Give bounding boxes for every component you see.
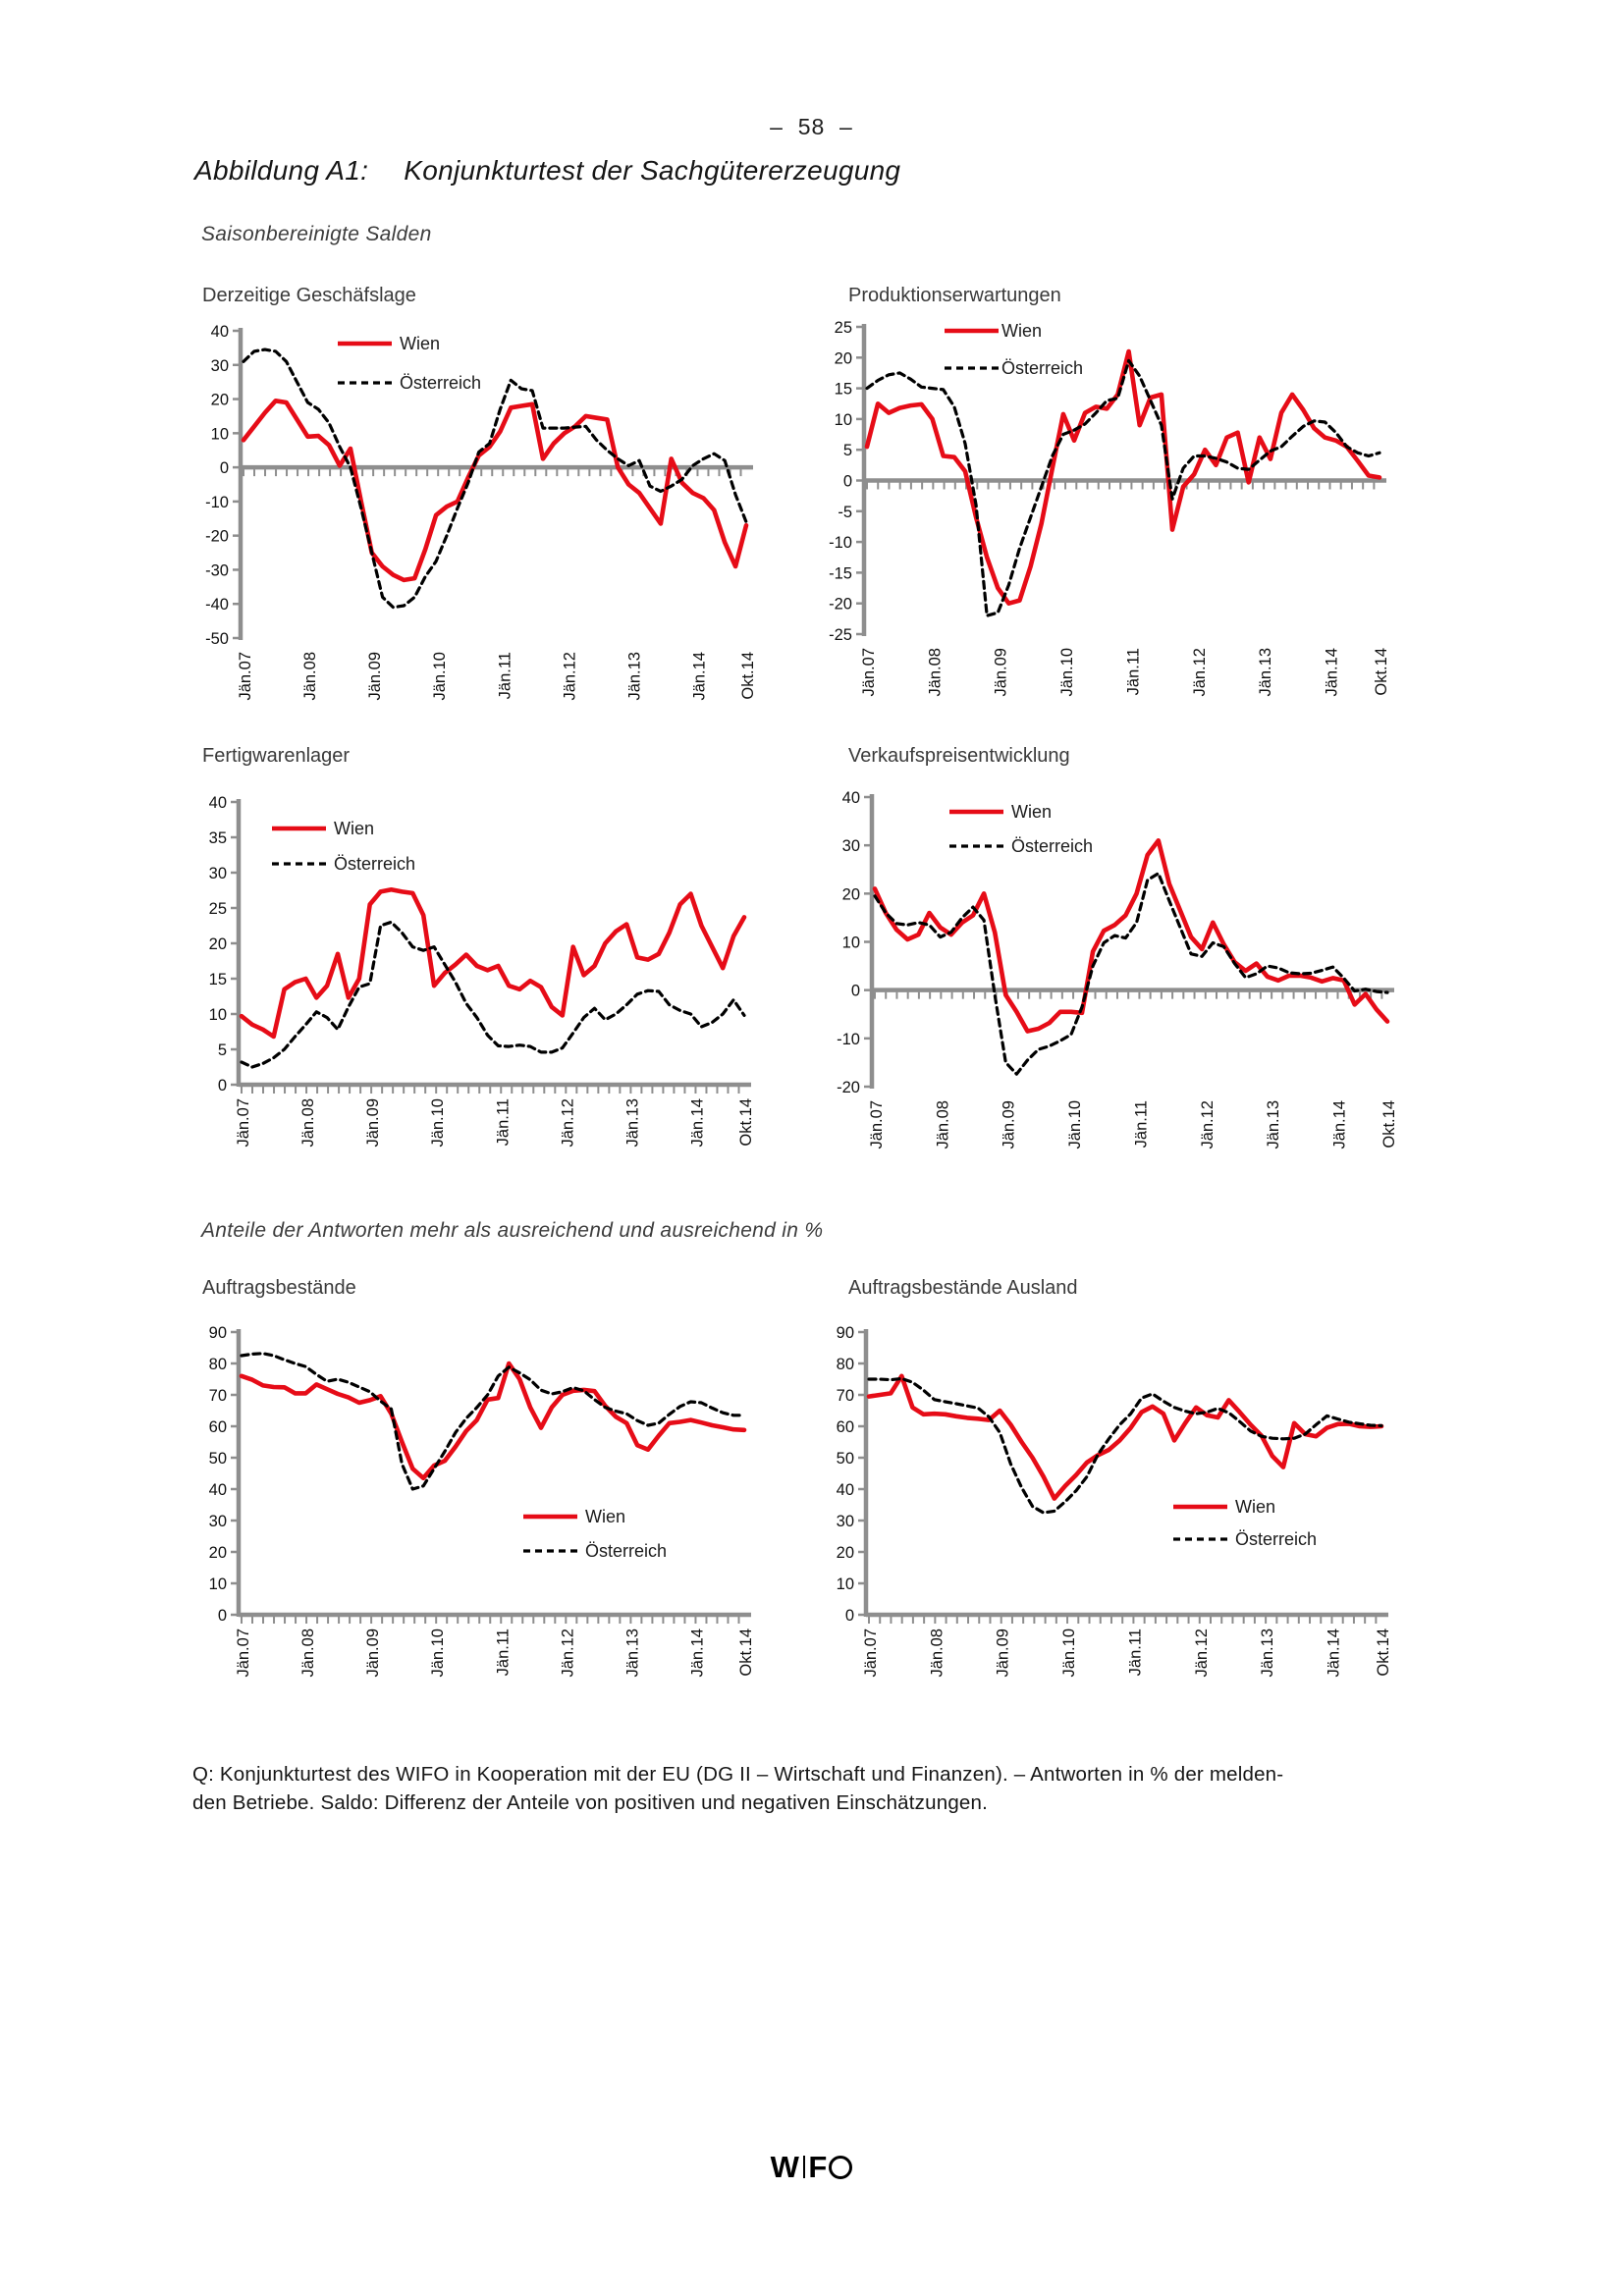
- y-tick-label: 0: [217, 1607, 227, 1625]
- legend: [523, 1507, 667, 1561]
- y-tick-label: -20: [837, 1079, 860, 1096]
- x-tick-label: Jän.13: [1259, 1629, 1277, 1678]
- x-tick-label: Jän.09: [992, 648, 1010, 697]
- x-tick-label: Jän.13: [623, 1098, 642, 1148]
- y-tick-label: -10: [205, 493, 229, 511]
- legend: [1173, 1497, 1317, 1549]
- x-tick-label: Jän.11: [1124, 648, 1143, 696]
- x-tick-label: Jän.08: [301, 652, 320, 701]
- chart-auftragsbestaende: [191, 1272, 805, 1745]
- y-tick-label: 40: [210, 323, 229, 341]
- y-tick-label: 30: [841, 837, 860, 856]
- x-tick-label: Jän.13: [623, 1629, 642, 1678]
- y-tick-label: -10: [837, 1030, 860, 1048]
- y-tick-label: 80: [836, 1356, 854, 1373]
- y-tick-label: 10: [210, 425, 229, 444]
- x-tick-label: Jän.11: [494, 1629, 513, 1677]
- y-tick-label: 10: [834, 410, 852, 429]
- x-tick-label: Jän.09: [364, 1098, 383, 1148]
- x-tick-label: Jän.08: [299, 1629, 318, 1678]
- x-tick-label: Jän.14: [1323, 648, 1341, 697]
- y-tick-label: 50: [836, 1450, 854, 1468]
- x-tick-label: Jän.11: [1126, 1629, 1145, 1677]
- chart-title: Fertigwarenlager: [202, 745, 351, 767]
- x-tick-label: Jän.11: [1132, 1100, 1151, 1148]
- x-tick-label: Okt.14: [737, 1098, 755, 1147]
- y-tick-label: 0: [217, 1077, 227, 1095]
- x-tick-label: Jän.07: [862, 1629, 880, 1678]
- y-tick-label: 70: [836, 1387, 854, 1405]
- legend-label: Österreich: [1011, 836, 1094, 856]
- x-tick-label: Okt.14: [1375, 1629, 1392, 1677]
- x-tick-label: Jän.14: [1325, 1629, 1343, 1678]
- legend: [338, 334, 481, 393]
- x-tick-label: Jän.10: [431, 652, 450, 701]
- y-axis: [209, 794, 239, 1095]
- y-tick-label: 0: [844, 1607, 854, 1625]
- x-tick-label: Jän.11: [496, 652, 514, 700]
- x-tick-label: Okt.14: [1380, 1100, 1398, 1148]
- chart-title: Produktionserwartungen: [848, 285, 1061, 306]
- y-tick-label: 30: [208, 865, 227, 882]
- y-tick-label: 30: [210, 356, 229, 375]
- y-tick-label: -15: [829, 564, 852, 583]
- x-tick-label: Jän.11: [494, 1098, 513, 1147]
- y-tick-label: 40: [208, 794, 227, 812]
- x-tick-label: Jän.10: [429, 1629, 448, 1678]
- chart-title: Auftragsbestände: [202, 1277, 356, 1299]
- x-tick-label: Jän.14: [690, 652, 709, 701]
- x-tick-label: Jän.08: [299, 1098, 318, 1148]
- y-tick-label: -50: [205, 630, 229, 648]
- y-tick-label: 10: [836, 1575, 854, 1593]
- logo-o-circle: [829, 2156, 852, 2179]
- y-tick-label: 90: [208, 1324, 227, 1342]
- x-labels: [235, 1629, 755, 1678]
- x-axis: [239, 1615, 751, 1624]
- x-tick-label: Jän.13: [625, 652, 644, 701]
- y-tick-label: 40: [841, 789, 860, 807]
- figure-label: Abbildung A1:: [194, 155, 369, 186]
- y-tick-label: 10: [841, 934, 860, 952]
- y-axis: [209, 1324, 239, 1625]
- source-note: [192, 1760, 1441, 1817]
- x-tick-label: Jän.09: [994, 1629, 1012, 1678]
- source-note-line2: den Betriebe. Saldo: Differenz der Anteile von positiven und negativen Einschätzungen.: [192, 1791, 989, 1815]
- x-tick-label: Jän.12: [559, 1629, 577, 1678]
- x-tick-label: Jän.09: [364, 1629, 383, 1678]
- chart-verkaufspreisentwicklung: [805, 741, 1427, 1210]
- section-heading-anteile: Anteile der Antworten mehr als ausreichend und ausreichend in %: [201, 1219, 824, 1242]
- y-tick-label: 50: [208, 1450, 227, 1468]
- y-tick-label: 80: [208, 1356, 227, 1373]
- x-tick-label: Jän.09: [1000, 1100, 1018, 1149]
- x-tick-label: Jän.10: [1066, 1100, 1085, 1149]
- x-tick-label: Jän.07: [237, 652, 254, 701]
- legend-label: Österreich: [585, 1541, 668, 1561]
- chart-title: Verkaufspreisentwicklung: [848, 745, 1070, 767]
- x-labels: [237, 652, 757, 701]
- chart-title: Auftragsbestände Ausland: [848, 1277, 1078, 1299]
- legend: [272, 819, 415, 874]
- chart-derzeitige-geschaefslage: [191, 278, 805, 739]
- legend-label: Wien: [585, 1507, 626, 1526]
- x-tick-label: Jän.12: [1192, 1629, 1211, 1678]
- series-oesterreich: [243, 349, 746, 608]
- chart-auftragsbestaende-ausland: [805, 1272, 1427, 1745]
- x-tick-label: Jän.14: [1330, 1100, 1349, 1149]
- x-tick-label: Okt.14: [739, 652, 757, 700]
- logo-letter-w: W: [770, 2150, 799, 2184]
- x-tick-label: Jän.08: [934, 1100, 952, 1149]
- x-axis: [864, 481, 1386, 490]
- logo-i-bar: [803, 2156, 806, 2178]
- y-tick-label: 90: [836, 1324, 854, 1342]
- y-tick-label: 20: [834, 349, 852, 368]
- series-wien: [242, 1363, 744, 1478]
- y-axis: [829, 319, 864, 644]
- y-tick-label: 25: [834, 319, 852, 337]
- y-tick-label: 35: [208, 829, 227, 847]
- source-note-line1: Q: Konjunkturtest des WIFO in Kooperation mit der EU (DG II – Wirtschaft und Finanzen). – Antworten in % der melden-: [192, 1763, 1284, 1786]
- y-tick-label: 15: [834, 380, 852, 399]
- series-wien: [869, 1376, 1381, 1499]
- y-tick-label: 10: [208, 1006, 227, 1024]
- y-tick-label: -5: [838, 503, 852, 521]
- legend-label: Wien: [1235, 1497, 1276, 1517]
- x-tick-label: Jän.07: [868, 1100, 886, 1149]
- x-axis: [872, 990, 1394, 999]
- x-tick-label: Jän.14: [688, 1098, 707, 1148]
- y-tick-label: 40: [208, 1481, 227, 1499]
- x-tick-label: Jän.09: [366, 652, 385, 701]
- y-tick-label: 30: [836, 1513, 854, 1530]
- x-tick-label: Jän.13: [1265, 1100, 1283, 1149]
- legend-label: Österreich: [400, 373, 482, 393]
- y-tick-label: 10: [208, 1575, 227, 1593]
- legend-label: Österreich: [334, 854, 416, 874]
- legend-label: Wien: [400, 334, 441, 353]
- x-labels: [868, 1100, 1398, 1149]
- x-tick-label: Jän.14: [688, 1629, 707, 1678]
- y-tick-label: 0: [219, 459, 229, 478]
- x-tick-label: Jän.12: [561, 652, 579, 701]
- y-tick-label: -25: [829, 626, 852, 644]
- legend-label: Wien: [1011, 802, 1053, 822]
- figure-name: Konjunkturtest der Sachgütererzeugung: [404, 155, 901, 186]
- y-tick-label: 20: [210, 391, 229, 409]
- chart-produktionserwartungen: [805, 278, 1427, 739]
- y-axis: [837, 1324, 866, 1625]
- x-axis: [866, 1615, 1388, 1624]
- wifo-logo: [0, 2152, 1623, 2182]
- y-tick-label: 0: [850, 982, 860, 1000]
- legend-label: Wien: [334, 819, 375, 838]
- series-wien: [243, 400, 746, 580]
- y-tick-label: 70: [208, 1387, 227, 1405]
- x-tick-label: Jän.12: [1198, 1100, 1217, 1149]
- legend: [949, 802, 1093, 856]
- x-labels: [862, 1629, 1392, 1678]
- y-tick-label: 60: [836, 1418, 854, 1436]
- y-tick-label: 30: [208, 1513, 227, 1530]
- section-heading-salden: Saisonbereinigte Salden: [201, 223, 432, 245]
- x-tick-label: Jän.10: [1058, 648, 1077, 697]
- x-labels: [235, 1098, 755, 1148]
- x-tick-label: Jän.12: [1190, 648, 1209, 697]
- y-tick-label: 20: [841, 885, 860, 904]
- legend-label: Österreich: [1235, 1529, 1318, 1549]
- y-axis: [837, 789, 872, 1096]
- y-tick-label: 20: [208, 935, 227, 953]
- y-tick-label: -40: [205, 596, 229, 614]
- x-tick-label: Okt.14: [737, 1629, 755, 1677]
- y-tick-label: 15: [208, 971, 227, 988]
- series-wien: [242, 889, 744, 1037]
- y-tick-label: -20: [829, 595, 852, 614]
- x-labels: [860, 648, 1390, 697]
- y-axis: [205, 323, 241, 648]
- x-tick-label: Jän.10: [1060, 1629, 1079, 1678]
- chart-fertigwarenlager: [191, 741, 805, 1210]
- y-tick-label: 40: [836, 1481, 854, 1499]
- logo-letter-f: F: [808, 2150, 828, 2184]
- wifo-logo-inner: [771, 2152, 853, 2182]
- y-tick-label: 20: [208, 1544, 227, 1562]
- x-tick-label: Jän.07: [235, 1098, 252, 1148]
- x-tick-label: Okt.14: [1373, 648, 1390, 696]
- y-tick-label: -30: [205, 561, 229, 580]
- y-tick-label: 25: [208, 900, 227, 918]
- y-tick-label: -20: [205, 527, 229, 546]
- figure-title-line: [194, 155, 900, 187]
- series-wien: [875, 840, 1387, 1031]
- x-tick-label: Jän.13: [1257, 648, 1275, 697]
- legend: [945, 321, 1083, 378]
- y-tick-label: 20: [836, 1544, 854, 1562]
- x-tick-label: Jän.08: [928, 1629, 947, 1678]
- series-oesterreich: [869, 1378, 1381, 1513]
- y-tick-label: 60: [208, 1418, 227, 1436]
- x-tick-label: Jän.12: [559, 1098, 577, 1148]
- y-tick-label: 0: [842, 472, 852, 491]
- y-tick-label: -10: [829, 534, 852, 553]
- page-number: – 58 –: [770, 114, 853, 139]
- legend-label: Wien: [1001, 321, 1043, 341]
- x-tick-label: Jän.10: [429, 1098, 448, 1148]
- x-axis: [239, 1085, 751, 1094]
- y-tick-label: 5: [217, 1041, 227, 1059]
- x-tick-label: Jän.08: [926, 648, 945, 697]
- chart-title: Derzeitige Geschäfslage: [202, 285, 416, 306]
- legend-label: Österreich: [1001, 358, 1084, 378]
- x-tick-label: Jän.07: [235, 1629, 252, 1678]
- y-tick-label: 5: [842, 442, 852, 460]
- x-tick-label: Jän.07: [860, 648, 878, 697]
